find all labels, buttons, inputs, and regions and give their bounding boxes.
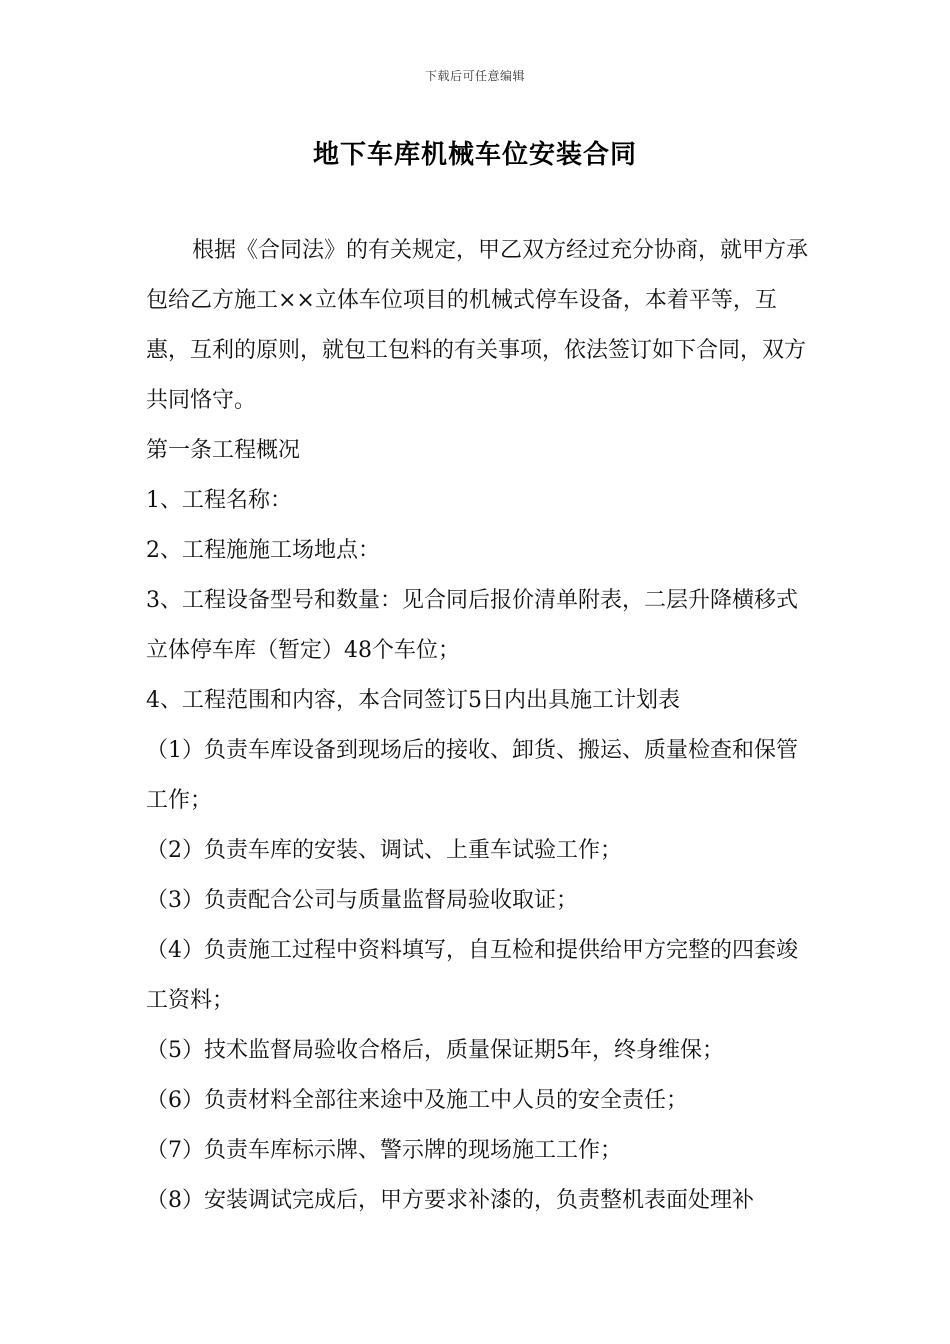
- clause-item: （5）技术监督局验收合格后，质量保证期5年，终身维保；: [146, 1038, 724, 1063]
- clause-item: （7）负责车库标示牌、警示牌的现场施工工作；: [146, 1138, 622, 1163]
- clause-item: （3）负责配合公司与质量监督局验收取证；: [146, 888, 578, 913]
- clause-item: 3、工程设备型号和数量：见合同后报价清单附表，二层升降横移式立体停车库（暂定）48个车位；: [146, 588, 798, 663]
- intro-paragraph: 根据《合同法》的有关规定，甲乙双方经过充分协商，就甲方承包给乙方施工××立体车位项目的机械式停车设备，本着平等，互惠，互利的原则，就包工包料的有关事项，依法签订如下合同，双方共同恪守。: [146, 238, 809, 413]
- clause-item: （1）负责车库设备到现场后的接收、卸货、搬运、质量检查和保管工作；: [146, 738, 798, 813]
- section-heading: 第一条工程概况: [146, 438, 301, 463]
- clause-item: 1、工程名称：: [146, 488, 292, 513]
- document-body: [146, 226, 810, 1226]
- clause-item: （8）安装调试完成后，甲方要求补漆的，负责整机表面处理补: [146, 1188, 754, 1213]
- header-note: 下载后可任意编辑: [424, 69, 525, 83]
- clause-item: 2、工程施施工场地点：: [146, 538, 380, 563]
- clause-item: （6）负责材料全部往来途中及施工中人员的安全责任；: [146, 1088, 688, 1113]
- clause-item: （2）负责车库的安装、调试、上重车试验工作；: [146, 838, 622, 863]
- clause-item: （4）负责施工过程中资料填写，自互检和提供给甲方完整的四套竣工资料；: [146, 938, 798, 1013]
- document-title: 地下车库机械车位安装合同: [312, 140, 637, 170]
- clause-item: 4、工程范围和内容，本合同签订5日内出具施工计划表: [146, 688, 680, 713]
